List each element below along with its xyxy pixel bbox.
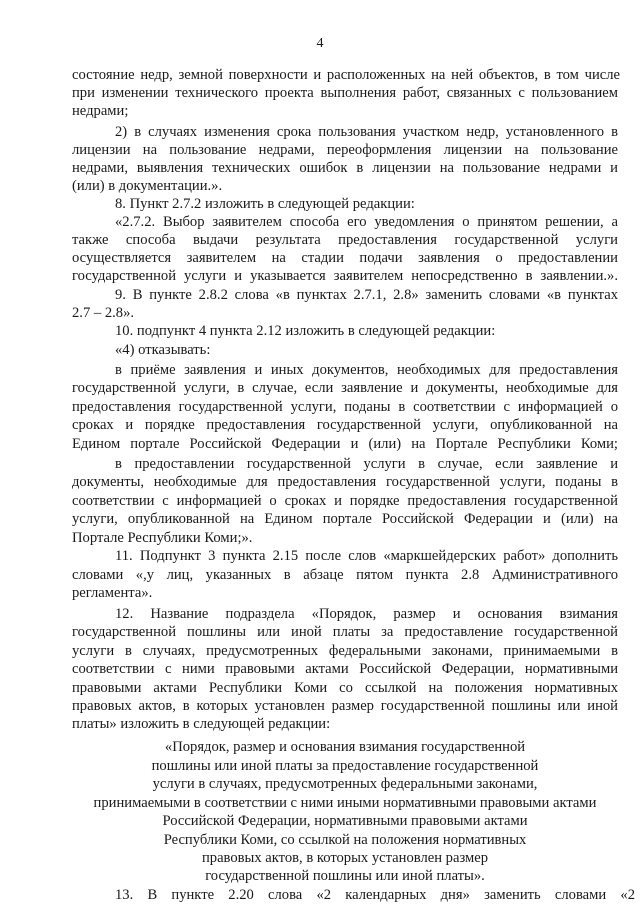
text-line: осуществляется заявителем на стадии подачи заявления о предоставлении	[72, 250, 618, 266]
text-line: в предоставлении государственной услуги в случае, если заявление и	[115, 456, 618, 472]
text-line: 12. Название подраздела «Порядок, размер и основания взимания	[115, 606, 618, 622]
text-line: в приёме заявления и иных документов, необходимых для предоставления	[115, 362, 618, 378]
text-line: лицензии на пользование недрами, переоформления лицензии на пользование	[72, 142, 618, 158]
text-line: недрами, выявления технических ошибок в лицензии на пользование недрами и	[72, 160, 618, 176]
text-line: соответствии с ними правовыми актами Российской Федерации, нормативными	[72, 661, 618, 677]
text-line: 9. В пункте 2.8.2 слова «в пунктах 2.7.1, 2.8» заменить словами «в пунктах	[115, 287, 618, 303]
text-line: предоставления государственной услуги, поданы в соответствии с информацией о	[72, 399, 618, 415]
text-line: Портале Республики Коми;».	[72, 530, 253, 546]
text-line: 2.7 – 2.8».	[72, 305, 135, 321]
text-line: сроках и порядке предоставления государственной услуги, опубликованной на	[72, 417, 618, 433]
text-line: «2.7.2. Выбор заявителем способа его уведомления о принятом решении, а	[115, 214, 618, 230]
text-line: состояние недр, земной поверхности и расположенных на ней объектов, в том числе	[72, 67, 620, 83]
text-line: «4) отказывать:	[115, 342, 211, 358]
text-line: правовыми актами Республики Коми со ссылкой на положения нормативных	[72, 680, 618, 696]
text-line: регламента».	[72, 585, 153, 601]
text-line: Республики Коми, со ссылкой на положения нормативных	[163, 832, 527, 848]
text-line: 8. Пункт 2.7.2 изложить в следующей редакции:	[115, 196, 415, 212]
text-line: при изменении технического проекта выполнения работ, связанных с пользованием	[72, 85, 618, 101]
text-line: услуги в случаях, предусмотренных федеральными законами, принимаемыми в	[72, 643, 618, 659]
text-line: правовых актов, в которых установлен размер государственной пошлины или иной	[72, 698, 618, 714]
text-line: (или) в документации.».	[72, 178, 223, 194]
text-line: принимаемыми в соответствии с ними иными нормативными правовыми актами	[93, 795, 597, 811]
text-line: 2) в случаях изменения срока пользования участком недр, установленного в	[115, 124, 618, 140]
text-line: 10. подпункт 4 пункта 2.12 изложить в следующей редакции:	[115, 323, 496, 339]
text-line: услуги, опубликованной на Едином портале Российской Федерации и (или) на	[72, 511, 618, 527]
text-line: правовых актов, в которых установлен размер	[201, 850, 489, 866]
text-line: словами «,у лиц, указанных в абзаце пятом пункта 2.8 Административного	[72, 567, 618, 583]
text-line: услуги в случаях, предусмотренных федеральными законами,	[152, 776, 538, 792]
text-line: недрами;	[72, 103, 129, 119]
text-line: документы, необходимые для предоставления государственной услуги, поданы в	[72, 474, 618, 490]
text-line: Едином портале Российской Федерации и (или) на Портале Республики Коми;	[72, 436, 618, 452]
text-line: Российской Федерации, нормативными правовыми актами	[162, 813, 528, 829]
text-line: пошлины или иной платы за предоставление государственной	[151, 758, 539, 774]
text-line: 11. Подпункт 3 пункта 2.15 после слов «маркшейдерских работ» дополнить	[115, 548, 618, 564]
text-line: государственной услуги, в случае, если заявление и документы, необходимые для	[72, 380, 618, 396]
text-line: государственной пошлины или иной платы».	[205, 868, 485, 884]
text-line: также способа выдачи результата предоставления государственной услуги	[72, 232, 618, 248]
text-line: «Порядок, размер и основания взимания государственной	[164, 739, 526, 755]
page-number: 4	[316, 36, 324, 51]
text-line: платы» изложить в следующей редакции:	[72, 716, 331, 732]
text-line: государственной услуги и указывается заявителем непосредственно в заявлении.».	[72, 268, 618, 284]
text-line: соответствии с информацией о сроках и порядке предоставления государственной	[72, 493, 618, 509]
text-line: государственной пошлины или иной платы за предоставление государственной	[72, 624, 618, 640]
text-line: 13. В пункте 2.20 слова «2 календарных дня» заменить словами «2	[115, 887, 635, 903]
